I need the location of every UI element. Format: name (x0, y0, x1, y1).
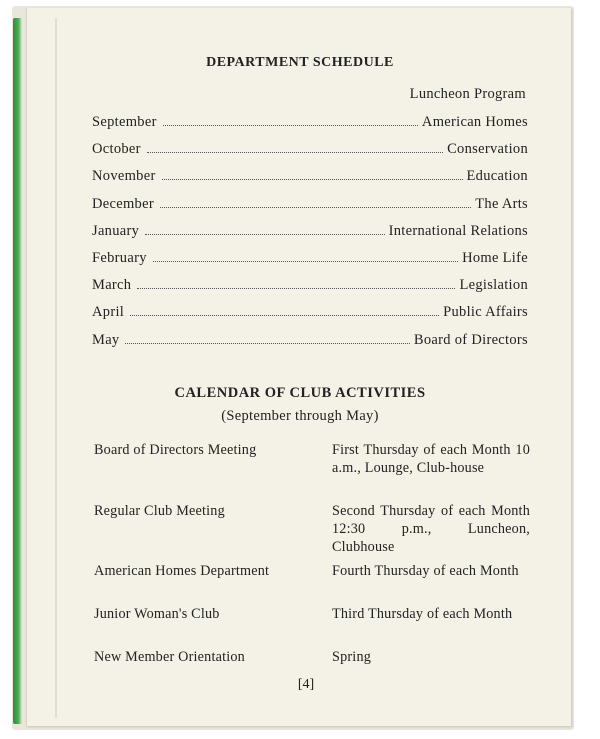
schedule-month: March (92, 277, 132, 294)
schedule-month: October (92, 141, 141, 158)
dotted-leader (137, 288, 455, 289)
green-cover-edge (13, 18, 22, 724)
activity-row (94, 605, 530, 648)
schedule-row (92, 250, 528, 277)
schedule-row (92, 196, 528, 223)
page-number: [4] (297, 677, 315, 692)
activity-name: New Member Orientation (94, 649, 245, 665)
dotted-leader (162, 179, 463, 180)
dotted-leader (147, 152, 443, 153)
activity-name: Regular Club Meeting (94, 503, 225, 519)
schedule-month: February (92, 249, 147, 266)
schedule-row (92, 223, 528, 250)
schedule-program: Board of Directors (413, 331, 528, 348)
schedule-row (92, 277, 528, 304)
schedule-row (92, 332, 528, 359)
activity-schedule: First Thursday of each Month 10 a.m., Lounge, Club-house (332, 442, 530, 476)
schedule-month: November (92, 168, 156, 185)
calendar-title: CALENDAR OF CLUB ACTIVITIES (174, 385, 426, 401)
schedule-program: International Relations (388, 222, 528, 239)
activity-row (94, 441, 530, 502)
schedule-month: April (92, 304, 125, 321)
activity-schedule: Third Thursday of each Month (332, 606, 513, 622)
schedule-row (92, 141, 528, 168)
activity-schedule: Fourth Thursday of each Month (332, 563, 519, 579)
schedule-month: January (92, 222, 140, 239)
activity-row (94, 648, 530, 670)
schedule-program: American Homes (421, 114, 528, 130)
page-edge-line (55, 18, 57, 718)
dotted-leader (130, 315, 439, 316)
department-schedule-title: DEPARTMENT SCHEDULE (206, 55, 394, 70)
activity-schedule: Spring (332, 649, 372, 665)
schedule-month: September (92, 114, 157, 130)
schedule-program: Education (466, 168, 528, 185)
schedule-program: Home Life (462, 249, 528, 266)
dotted-leader (145, 234, 384, 235)
dotted-leader (160, 207, 471, 208)
luncheon-program-heading: Luncheon Program (409, 86, 526, 102)
activity-name: Junior Woman's Club (94, 606, 220, 622)
schedule-program: The Arts (475, 195, 528, 212)
activity-row (94, 502, 530, 562)
dotted-leader (153, 261, 458, 262)
activity-schedule: Second Thursday of each Month 12:30 p.m., Luncheon, Clubhouse (332, 503, 530, 555)
schedule-month: May (92, 331, 120, 348)
activity-row (94, 562, 530, 605)
schedule-row (92, 304, 528, 331)
activities-list (94, 441, 530, 670)
dotted-leader (163, 125, 418, 126)
activity-name: Board of Directors Meeting (94, 442, 257, 458)
schedule-program: Public Affairs (443, 304, 528, 321)
schedule-row (92, 168, 528, 195)
dotted-leader (125, 343, 409, 344)
calendar-subtitle: (September through May) (221, 408, 379, 424)
schedule-program: Legislation (459, 277, 528, 294)
activity-name: American Homes Department (94, 563, 270, 579)
schedule-program: Conservation (447, 141, 528, 158)
schedule-month: December (92, 195, 154, 212)
schedule-row (92, 114, 528, 141)
department-schedule-list (92, 114, 528, 359)
